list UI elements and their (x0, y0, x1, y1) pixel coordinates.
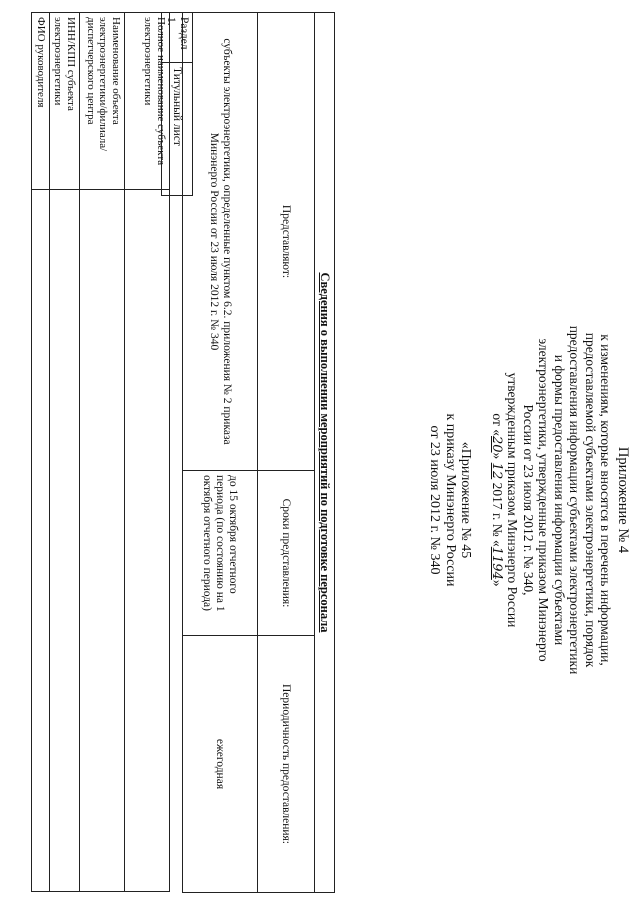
annex-line: к приказу Минэнерго России (443, 413, 458, 587)
annex-line: «Приложение № 45 (458, 441, 474, 559)
form-label: Наименование объекта электроэнергетики/филиала/диспетчерского центра (80, 13, 125, 190)
form-row (125, 13, 170, 892)
value-cell: субъекты электроэнергетики, определенные пунктом 6.2. приложения № 2 приказа Минэнерго России от 23 июля 2012 г. № 340 (183, 13, 258, 471)
form-value-field[interactable] (80, 190, 125, 892)
form-value-field[interactable] (125, 190, 170, 892)
section-name: Титульный лист (162, 63, 193, 196)
info-table (182, 12, 335, 893)
order-date-line (489, 220, 506, 780)
heading-line: предоставления информации субъектами электроэнергетики (567, 325, 583, 675)
form-label: ИНН/КПП субъекта электроэнергетики (50, 13, 80, 190)
heading-line: России от 23 июля 2012 г. № 340, (521, 404, 536, 596)
title-sheet-form (32, 12, 171, 892)
annex-reference (427, 220, 474, 780)
order-prefix: от « (490, 413, 505, 436)
section-number: Раздел 1. (162, 13, 193, 63)
heading-line: к изменениям, которые вносятся в перечень информации, (598, 334, 614, 666)
header-cell: Представляют: (258, 13, 315, 471)
order-day: 20 (489, 436, 504, 453)
order-suffix: » (490, 579, 505, 587)
form-row (50, 13, 80, 892)
value-cell: ежегодная (183, 636, 258, 893)
form-row (80, 13, 125, 892)
order-month: 12 (489, 462, 504, 480)
value-cell: до 15 октября отчетного периода (по состоянию на 1 октября отчетного периода) (183, 471, 258, 636)
heading-line: и формы предоставления информации субъектами (552, 354, 567, 646)
order-number: 1194 (489, 546, 504, 580)
header-cell: Периодичность предоставления: (258, 636, 315, 893)
heading-line: предоставляемой субъектами электроэнергетики, порядок (583, 332, 598, 668)
header-cell: Сроки представления: (258, 471, 315, 636)
annex-line: от 23 июля 2012 г. № 340 (427, 425, 443, 575)
form-label: Полное наименование субъекта электроэнергетики (125, 13, 170, 190)
form-label: ФИО руководителя (32, 13, 50, 190)
heading-line: электроэнергетики, утвержденные приказом Минэнерго (536, 338, 552, 662)
order-year: 2017 г. № « (490, 482, 505, 547)
form-row (32, 13, 50, 892)
order-mid: » (490, 452, 505, 460)
appendix-title: Приложение № 4 (615, 446, 631, 554)
table-caption: Сведения о выполнении мероприятий по подготовке персонала (315, 13, 335, 893)
heading-line: утвержденным приказом Минэнерго России (505, 372, 521, 628)
form-value-field[interactable] (32, 190, 50, 892)
document-heading (427, 220, 630, 780)
form-value-field[interactable] (50, 190, 80, 892)
